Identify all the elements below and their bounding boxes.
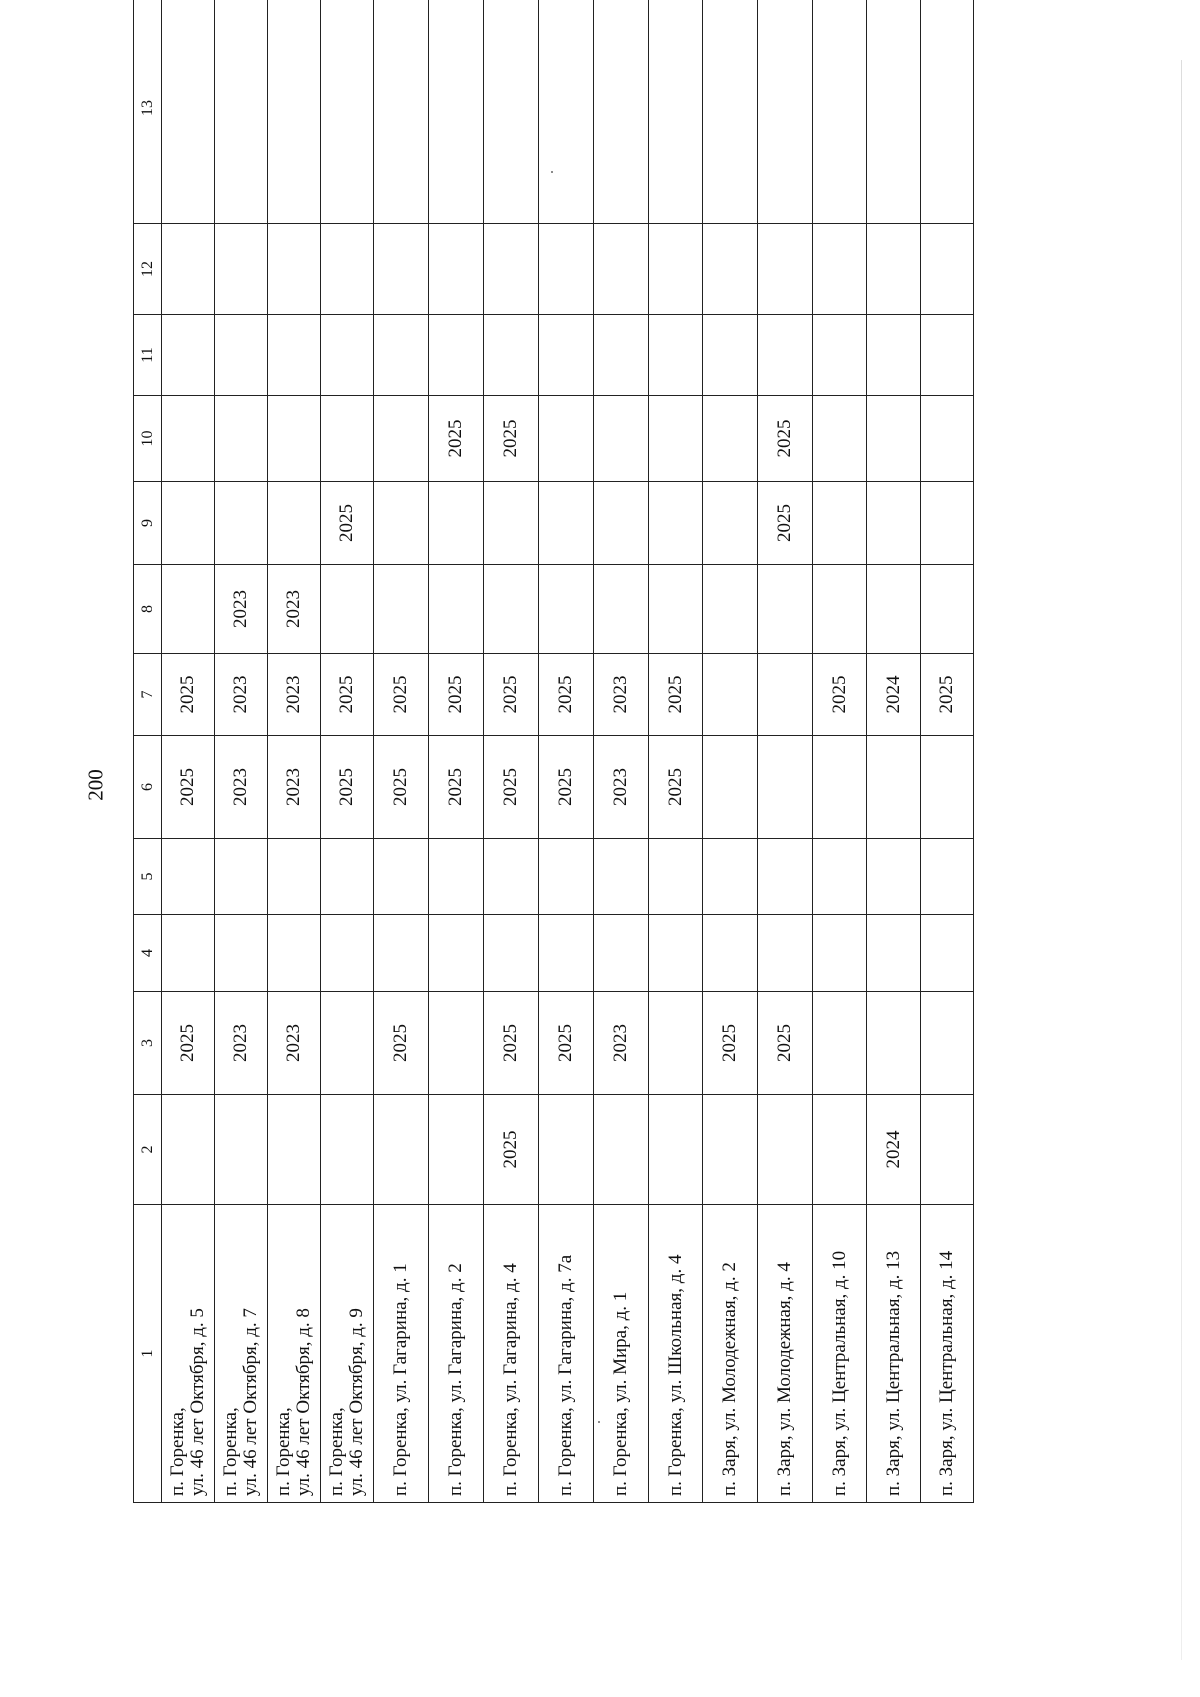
year-cell: [374, 224, 429, 315]
year-cell: [867, 0, 921, 224]
year-cell: [703, 736, 758, 839]
year-cell: [703, 915, 758, 992]
year-cell: [649, 482, 703, 565]
year-cell: [594, 1095, 649, 1205]
year-cell: 2024: [867, 654, 921, 736]
year-cell: 2025: [539, 992, 594, 1095]
year-cell: [703, 396, 758, 482]
year-cell: [321, 224, 374, 315]
year-cell: 2023: [215, 565, 268, 654]
year-cell: 2023: [594, 736, 649, 839]
year-cell: [867, 565, 921, 654]
year-cell: [215, 915, 268, 992]
table-row: [374, 0, 429, 1503]
year-cell: [374, 915, 429, 992]
scan-speck: [551, 171, 553, 173]
year-cell: 2023: [268, 992, 321, 1095]
year-cell: [921, 396, 974, 482]
year-cell: [921, 224, 974, 315]
year-cell: [703, 482, 758, 565]
year-cell: 2023: [268, 565, 321, 654]
page-number-text: 200: [83, 769, 108, 801]
column-header-2: 2: [134, 1095, 162, 1205]
address-cell: п. Горенка, ул. Школьная, д. 4: [649, 1205, 703, 1503]
table-row: [429, 0, 484, 1503]
year-cell: [321, 992, 374, 1095]
rotated-table-container: [133, 93, 1047, 1503]
year-cell: [429, 482, 484, 565]
table-row: [162, 0, 215, 1503]
year-cell: [758, 1095, 813, 1205]
column-header-13: 13: [134, 0, 162, 224]
year-cell: [374, 839, 429, 915]
year-cell: [758, 736, 813, 839]
year-cell: [162, 915, 215, 992]
year-cell: [539, 482, 594, 565]
year-cell: [539, 224, 594, 315]
year-cell: [374, 565, 429, 654]
year-cell: [649, 0, 703, 224]
year-cell: [215, 396, 268, 482]
year-cell: [215, 315, 268, 396]
year-cell: [484, 224, 539, 315]
year-cell: 2025: [484, 654, 539, 736]
year-cell: 2025: [813, 654, 867, 736]
year-cell: [268, 315, 321, 396]
year-cell: [268, 224, 321, 315]
year-cell: [921, 482, 974, 565]
year-cell: [321, 1095, 374, 1205]
year-cell: 2023: [594, 654, 649, 736]
schedule-table: [133, 0, 974, 1503]
year-cell: [429, 315, 484, 396]
year-cell: 2025: [321, 654, 374, 736]
year-cell: [321, 0, 374, 224]
year-cell: 2025: [649, 654, 703, 736]
year-cell: [162, 0, 215, 224]
year-cell: [921, 1095, 974, 1205]
year-cell: [649, 565, 703, 654]
year-cell: [703, 1095, 758, 1205]
year-cell: [649, 839, 703, 915]
year-cell: [539, 396, 594, 482]
year-cell: [429, 565, 484, 654]
year-cell: [484, 0, 539, 224]
year-cell: [758, 315, 813, 396]
year-cell: [703, 224, 758, 315]
table-row: [484, 0, 539, 1503]
year-cell: [921, 915, 974, 992]
table-row: [268, 0, 321, 1503]
year-cell: [268, 915, 321, 992]
year-cell: 2024: [867, 1095, 921, 1205]
year-cell: 2025: [758, 992, 813, 1095]
scan-speck: [598, 1421, 600, 1423]
year-cell: [649, 992, 703, 1095]
year-cell: [429, 839, 484, 915]
year-cell: [758, 915, 813, 992]
year-cell: 2025: [758, 482, 813, 565]
year-cell: [703, 839, 758, 915]
year-cell: [484, 915, 539, 992]
table-row: [758, 0, 813, 1503]
year-cell: [649, 315, 703, 396]
year-cell: [594, 396, 649, 482]
column-header-6: 6: [134, 736, 162, 839]
year-cell: 2023: [268, 654, 321, 736]
year-cell: 2023: [215, 736, 268, 839]
year-cell: [813, 992, 867, 1095]
year-cell: [758, 839, 813, 915]
year-cell: [374, 1095, 429, 1205]
year-cell: [268, 1095, 321, 1205]
year-cell: [813, 736, 867, 839]
year-cell: [649, 224, 703, 315]
address-cell: п. Заря, ул. Молодежная, д. 2: [703, 1205, 758, 1503]
year-cell: [703, 654, 758, 736]
year-cell: [321, 565, 374, 654]
year-cell: [758, 654, 813, 736]
year-cell: [539, 315, 594, 396]
year-cell: [484, 482, 539, 565]
year-cell: [539, 565, 594, 654]
year-cell: 2025: [374, 654, 429, 736]
year-cell: [484, 565, 539, 654]
year-cell: [539, 839, 594, 915]
table-row: [921, 0, 974, 1503]
year-cell: 2025: [162, 654, 215, 736]
year-cell: [649, 1095, 703, 1205]
year-cell: [758, 224, 813, 315]
year-cell: [484, 839, 539, 915]
year-cell: 2025: [429, 654, 484, 736]
year-cell: [867, 396, 921, 482]
year-cell: [321, 396, 374, 482]
year-cell: [813, 915, 867, 992]
column-header-9: 9: [134, 482, 162, 565]
year-cell: [703, 315, 758, 396]
year-cell: [921, 992, 974, 1095]
year-cell: [162, 565, 215, 654]
year-cell: [867, 315, 921, 396]
year-cell: 2025: [429, 396, 484, 482]
year-cell: [429, 1095, 484, 1205]
table-row: [813, 0, 867, 1503]
year-cell: [268, 482, 321, 565]
column-header-3: 3: [134, 992, 162, 1095]
year-cell: [374, 482, 429, 565]
address-cell: п. Заря, ул. Молодежная, д. 4: [758, 1205, 813, 1503]
column-header-12: 12: [134, 224, 162, 315]
year-cell: [162, 839, 215, 915]
column-header-10: 10: [134, 396, 162, 482]
year-cell: 2025: [649, 736, 703, 839]
year-cell: 2025: [321, 482, 374, 565]
address-cell: п. Горенка, ул. Гагарина, д. 2: [429, 1205, 484, 1503]
year-cell: 2025: [484, 992, 539, 1095]
year-cell: [162, 1095, 215, 1205]
year-cell: [594, 839, 649, 915]
year-cell: [539, 915, 594, 992]
year-cell: [867, 736, 921, 839]
year-cell: 2025: [162, 992, 215, 1095]
year-cell: [429, 0, 484, 224]
table-row: [321, 0, 374, 1503]
table-row: [703, 0, 758, 1503]
year-cell: 2023: [215, 992, 268, 1095]
year-cell: [594, 915, 649, 992]
scan-edge-line: [1181, 60, 1182, 1660]
year-cell: 2025: [703, 992, 758, 1095]
year-cell: 2025: [162, 736, 215, 839]
address-cell: п. Горенка, ул. 46 лет Октября, д. 9: [321, 1205, 374, 1503]
table-row: [594, 0, 649, 1503]
year-cell: [539, 1095, 594, 1205]
year-cell: [215, 224, 268, 315]
year-cell: [162, 482, 215, 565]
year-cell: 2025: [374, 992, 429, 1095]
year-cell: [321, 839, 374, 915]
year-cell: 2025: [484, 736, 539, 839]
column-header-7: 7: [134, 654, 162, 736]
year-cell: [268, 0, 321, 224]
year-cell: 2025: [429, 736, 484, 839]
column-header-4: 4: [134, 915, 162, 992]
year-cell: [703, 0, 758, 224]
year-cell: [215, 0, 268, 224]
column-header-8: 8: [134, 565, 162, 654]
address-cell: п. Горенка, ул. 46 лет Октября, д. 8: [268, 1205, 321, 1503]
year-cell: 2025: [539, 654, 594, 736]
year-cell: [162, 315, 215, 396]
year-cell: 2025: [484, 1095, 539, 1205]
year-cell: [921, 839, 974, 915]
year-cell: [268, 839, 321, 915]
address-cell: п. Заря, ул. Центральная, д. 10: [813, 1205, 867, 1503]
year-cell: [867, 992, 921, 1095]
year-cell: [813, 315, 867, 396]
column-header-5: 5: [134, 839, 162, 915]
column-header-11: 11: [134, 315, 162, 396]
year-cell: [429, 992, 484, 1095]
year-cell: [813, 0, 867, 224]
year-cell: 2025: [758, 396, 813, 482]
year-cell: [649, 915, 703, 992]
year-cell: 2023: [215, 654, 268, 736]
year-cell: [268, 396, 321, 482]
year-cell: [484, 315, 539, 396]
address-cell: п. Заря, ул. Центральная, д. 13: [867, 1205, 921, 1503]
year-cell: [594, 0, 649, 224]
year-cell: [813, 224, 867, 315]
year-cell: [921, 315, 974, 396]
year-cell: [429, 224, 484, 315]
year-cell: [758, 565, 813, 654]
year-cell: [649, 396, 703, 482]
year-cell: [703, 565, 758, 654]
year-cell: [867, 482, 921, 565]
address-cell: п. Горенка, ул. Гагарина, д. 7а: [539, 1205, 594, 1503]
address-cell: п. Горенка, ул. 46 лет Октября, д. 5: [162, 1205, 215, 1503]
year-cell: [921, 736, 974, 839]
year-cell: 2023: [594, 992, 649, 1095]
year-cell: [374, 0, 429, 224]
year-cell: [162, 224, 215, 315]
address-cell: п. Горенка, ул. 46 лет Октября, д. 7: [215, 1205, 268, 1503]
year-cell: 2025: [374, 736, 429, 839]
year-cell: [921, 0, 974, 224]
year-cell: [429, 915, 484, 992]
year-cell: [594, 315, 649, 396]
year-cell: [321, 915, 374, 992]
year-cell: [594, 482, 649, 565]
table-row: [215, 0, 268, 1503]
table-row: [539, 0, 594, 1503]
year-cell: [374, 396, 429, 482]
year-cell: 2025: [539, 736, 594, 839]
year-cell: 2025: [921, 654, 974, 736]
year-cell: [867, 915, 921, 992]
year-cell: [867, 839, 921, 915]
address-cell: п. Заря, ул. Центральная, д. 14: [921, 1205, 974, 1503]
year-cell: [162, 396, 215, 482]
year-cell: [813, 839, 867, 915]
year-cell: [921, 565, 974, 654]
year-cell: [321, 315, 374, 396]
column-header-1: 1: [134, 1205, 162, 1503]
address-cell: п. Горенка, ул. Гагарина, д. 1: [374, 1205, 429, 1503]
year-cell: [758, 0, 813, 224]
year-cell: [813, 396, 867, 482]
year-cell: 2025: [321, 736, 374, 839]
header-row: [134, 0, 162, 1503]
table-row: [649, 0, 703, 1503]
year-cell: [215, 839, 268, 915]
year-cell: 2025: [484, 396, 539, 482]
year-cell: [594, 565, 649, 654]
table-row: [867, 0, 921, 1503]
address-cell: п. Горенка, ул. Гагарина, д. 4: [484, 1205, 539, 1503]
year-cell: [215, 1095, 268, 1205]
year-cell: [813, 1095, 867, 1205]
year-cell: [867, 224, 921, 315]
year-cell: [594, 224, 649, 315]
year-cell: [374, 315, 429, 396]
year-cell: [813, 565, 867, 654]
year-cell: 2023: [268, 736, 321, 839]
table-body: [162, 0, 974, 1503]
year-cell: [539, 0, 594, 224]
address-cell: п. Горенка, ул. Мира, д. 1: [594, 1205, 649, 1503]
year-cell: [813, 482, 867, 565]
year-cell: [215, 482, 268, 565]
